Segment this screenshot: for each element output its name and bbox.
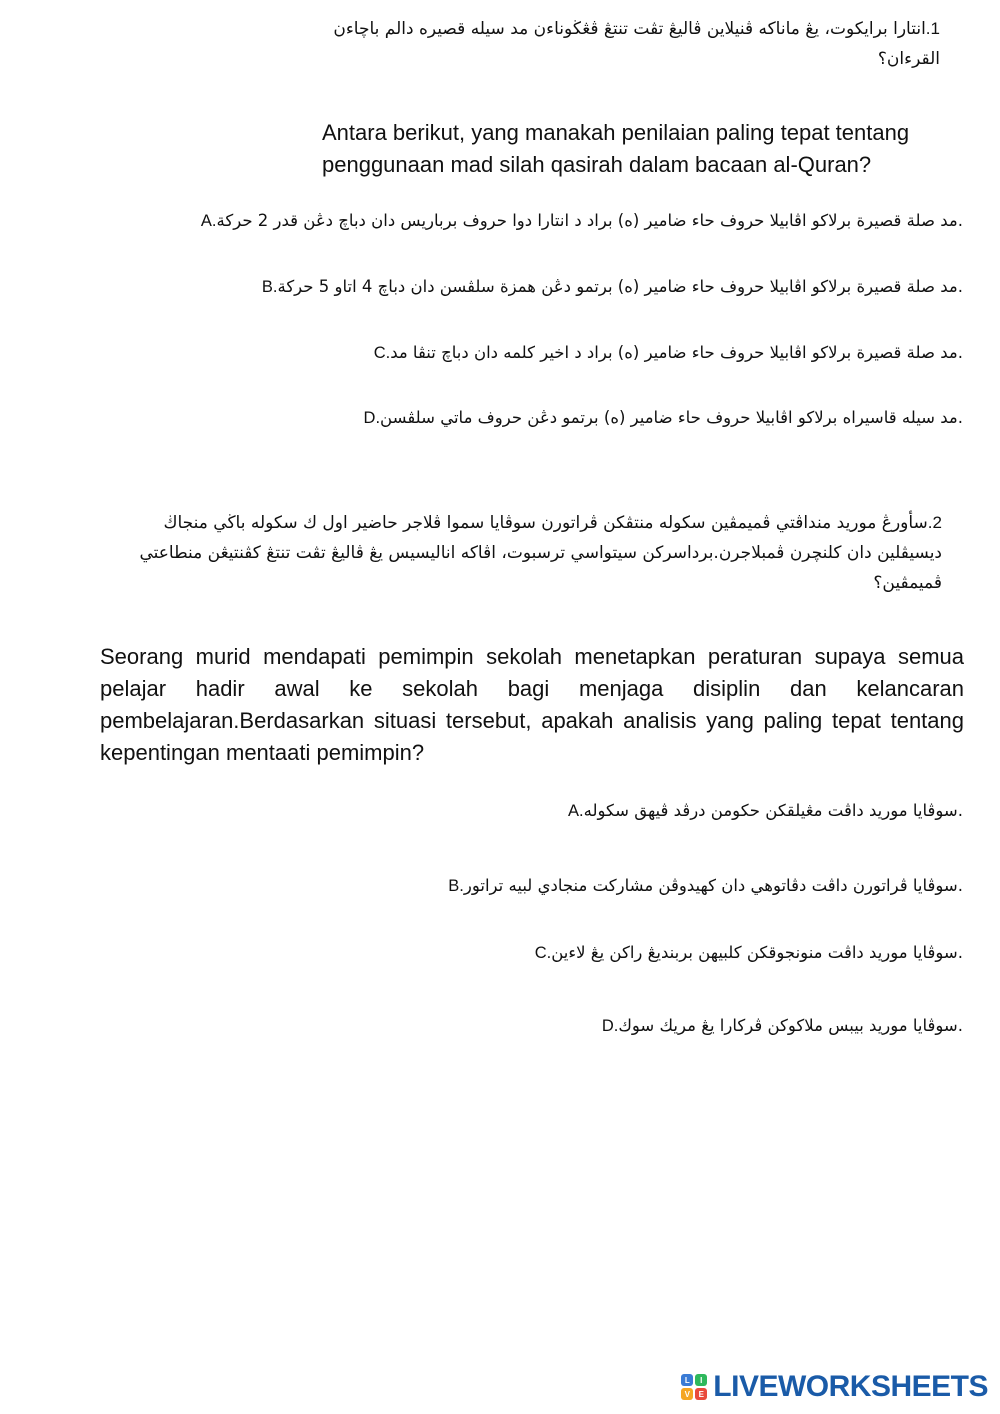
question-1-jawi-text: انتارا برايكوت، يڠ ماناكه ڤنيلاين ڤاليڠ تڤت تنتڠ ڤڠڬوناءن مد سيله قصيره دالم باچاءن القرءان؟: [333, 19, 940, 69]
question-1-option-d[interactable]: [83, 405, 963, 431]
option-letter: D.: [363, 409, 381, 427]
question-2-jawi: [110, 508, 942, 598]
option-letter: B.: [448, 877, 464, 895]
option-text: مد صلة قصيرة برلاكو اڤابيلا حروف حاء ضامير (ه) برتمو دڠن همزة سلڤسن دان دباچ 4 اتاو 5 حركة.: [277, 277, 963, 296]
question-1-jawi: [300, 14, 940, 74]
liveworksheets-brand-text: LIVEWORKSHEETS: [713, 1370, 988, 1403]
question-1-option-b[interactable]: [83, 274, 963, 300]
option-letter: D.: [601, 1017, 619, 1035]
question-2-number: 2.: [927, 513, 942, 532]
logo-tile: V: [681, 1388, 693, 1400]
question-2-rumi: Seorang murid mendapati pemimpin sekolah menetapkan peraturan supaya semua pelajar hadir awal ke sekolah bagi menjaga disiplin dan kelancaran pembelajaran.Berdasarkan situasi tersebut, apakah analisis yang paling tepat tentang kepentingan mentaati pemimpin?: [100, 644, 964, 765]
option-text: سوڤايا موريد بيبس ملاكوكن ڤركارا يڠ مريك سوك.: [618, 1016, 963, 1035]
question-1-rumi: Antara berikut, yang manakah penilaian paling tepat tentang penggunaan mad silah qasirah dalam bacaan al-Quran?: [322, 120, 910, 177]
question-2-option-d[interactable]: [83, 1013, 963, 1039]
question-2-jawi-text: سأورڠ موريد منداڤتي ڤميمڤين سكوله منتڤكن ڤراتورن سوڤايا سموا ڤلاجر حاضير اول ك سكوله باڬي منجاڬ ديسيڤلين دان كلنچرن ڤمبلاجرن.برداسركن سيتواسي ترسبوت، اڤاكه اناليسيس يڠ ڤاليڠ تڤت تنتڠ كڤنتيڠن منطاعتي ڤميمڤين؟: [139, 513, 942, 593]
option-text: سوڤايا موريد داڤت مڠيلقكن حكومن درڤد ڤيهق سكوله.: [583, 801, 963, 820]
question-1-option-c[interactable]: [83, 340, 963, 366]
option-text: سوڤايا موريد داڤت منونجوقكن كلبيهن بربنديڠ راكن يڠ لاءين.: [551, 943, 963, 962]
liveworksheets-logo-icon: [681, 1374, 707, 1400]
option-letter: A.: [200, 212, 217, 230]
option-text: مد سيله قاسيراه برلاكو اڤابيلا حروف حاء ضامير (ه) برتمو دڠن حروف ماتي سلڤسن.: [380, 408, 963, 427]
option-letter: A.: [568, 802, 584, 820]
question-2-option-c[interactable]: [83, 940, 963, 966]
question-2-option-a[interactable]: [83, 798, 963, 824]
logo-tile: E: [695, 1388, 707, 1400]
question-2-option-b[interactable]: [83, 873, 963, 899]
logo-tile: L: [681, 1374, 693, 1386]
option-text: مد صلة قصيرة برلاكو اڤابيلا حروف حاء ضامير (ه) براد د اخير كلمه دان دباچ تنڤا مد.: [390, 343, 963, 362]
logo-tile: I: [695, 1374, 707, 1386]
liveworksheets-logo[interactable]: [681, 1370, 988, 1404]
question-1-option-a[interactable]: [83, 208, 963, 234]
option-letter: C.: [373, 344, 391, 362]
option-text: مد صلة قصيرة برلاكو اڤابيلا حروف حاء ضامير (ه) براد د انتارا دوا حروف برباريس دان دباچ دڠن قدر 2 حركة.: [216, 211, 963, 230]
option-letter: B.: [261, 278, 278, 296]
option-text: سوڤايا ڤراتورن داڤت دڤاتوهي دان كهيدوڤن مشاركت منجادي لبيه تراتور.: [463, 876, 963, 895]
option-letter: C.: [534, 944, 552, 962]
question-1-number: 1.: [925, 19, 940, 38]
